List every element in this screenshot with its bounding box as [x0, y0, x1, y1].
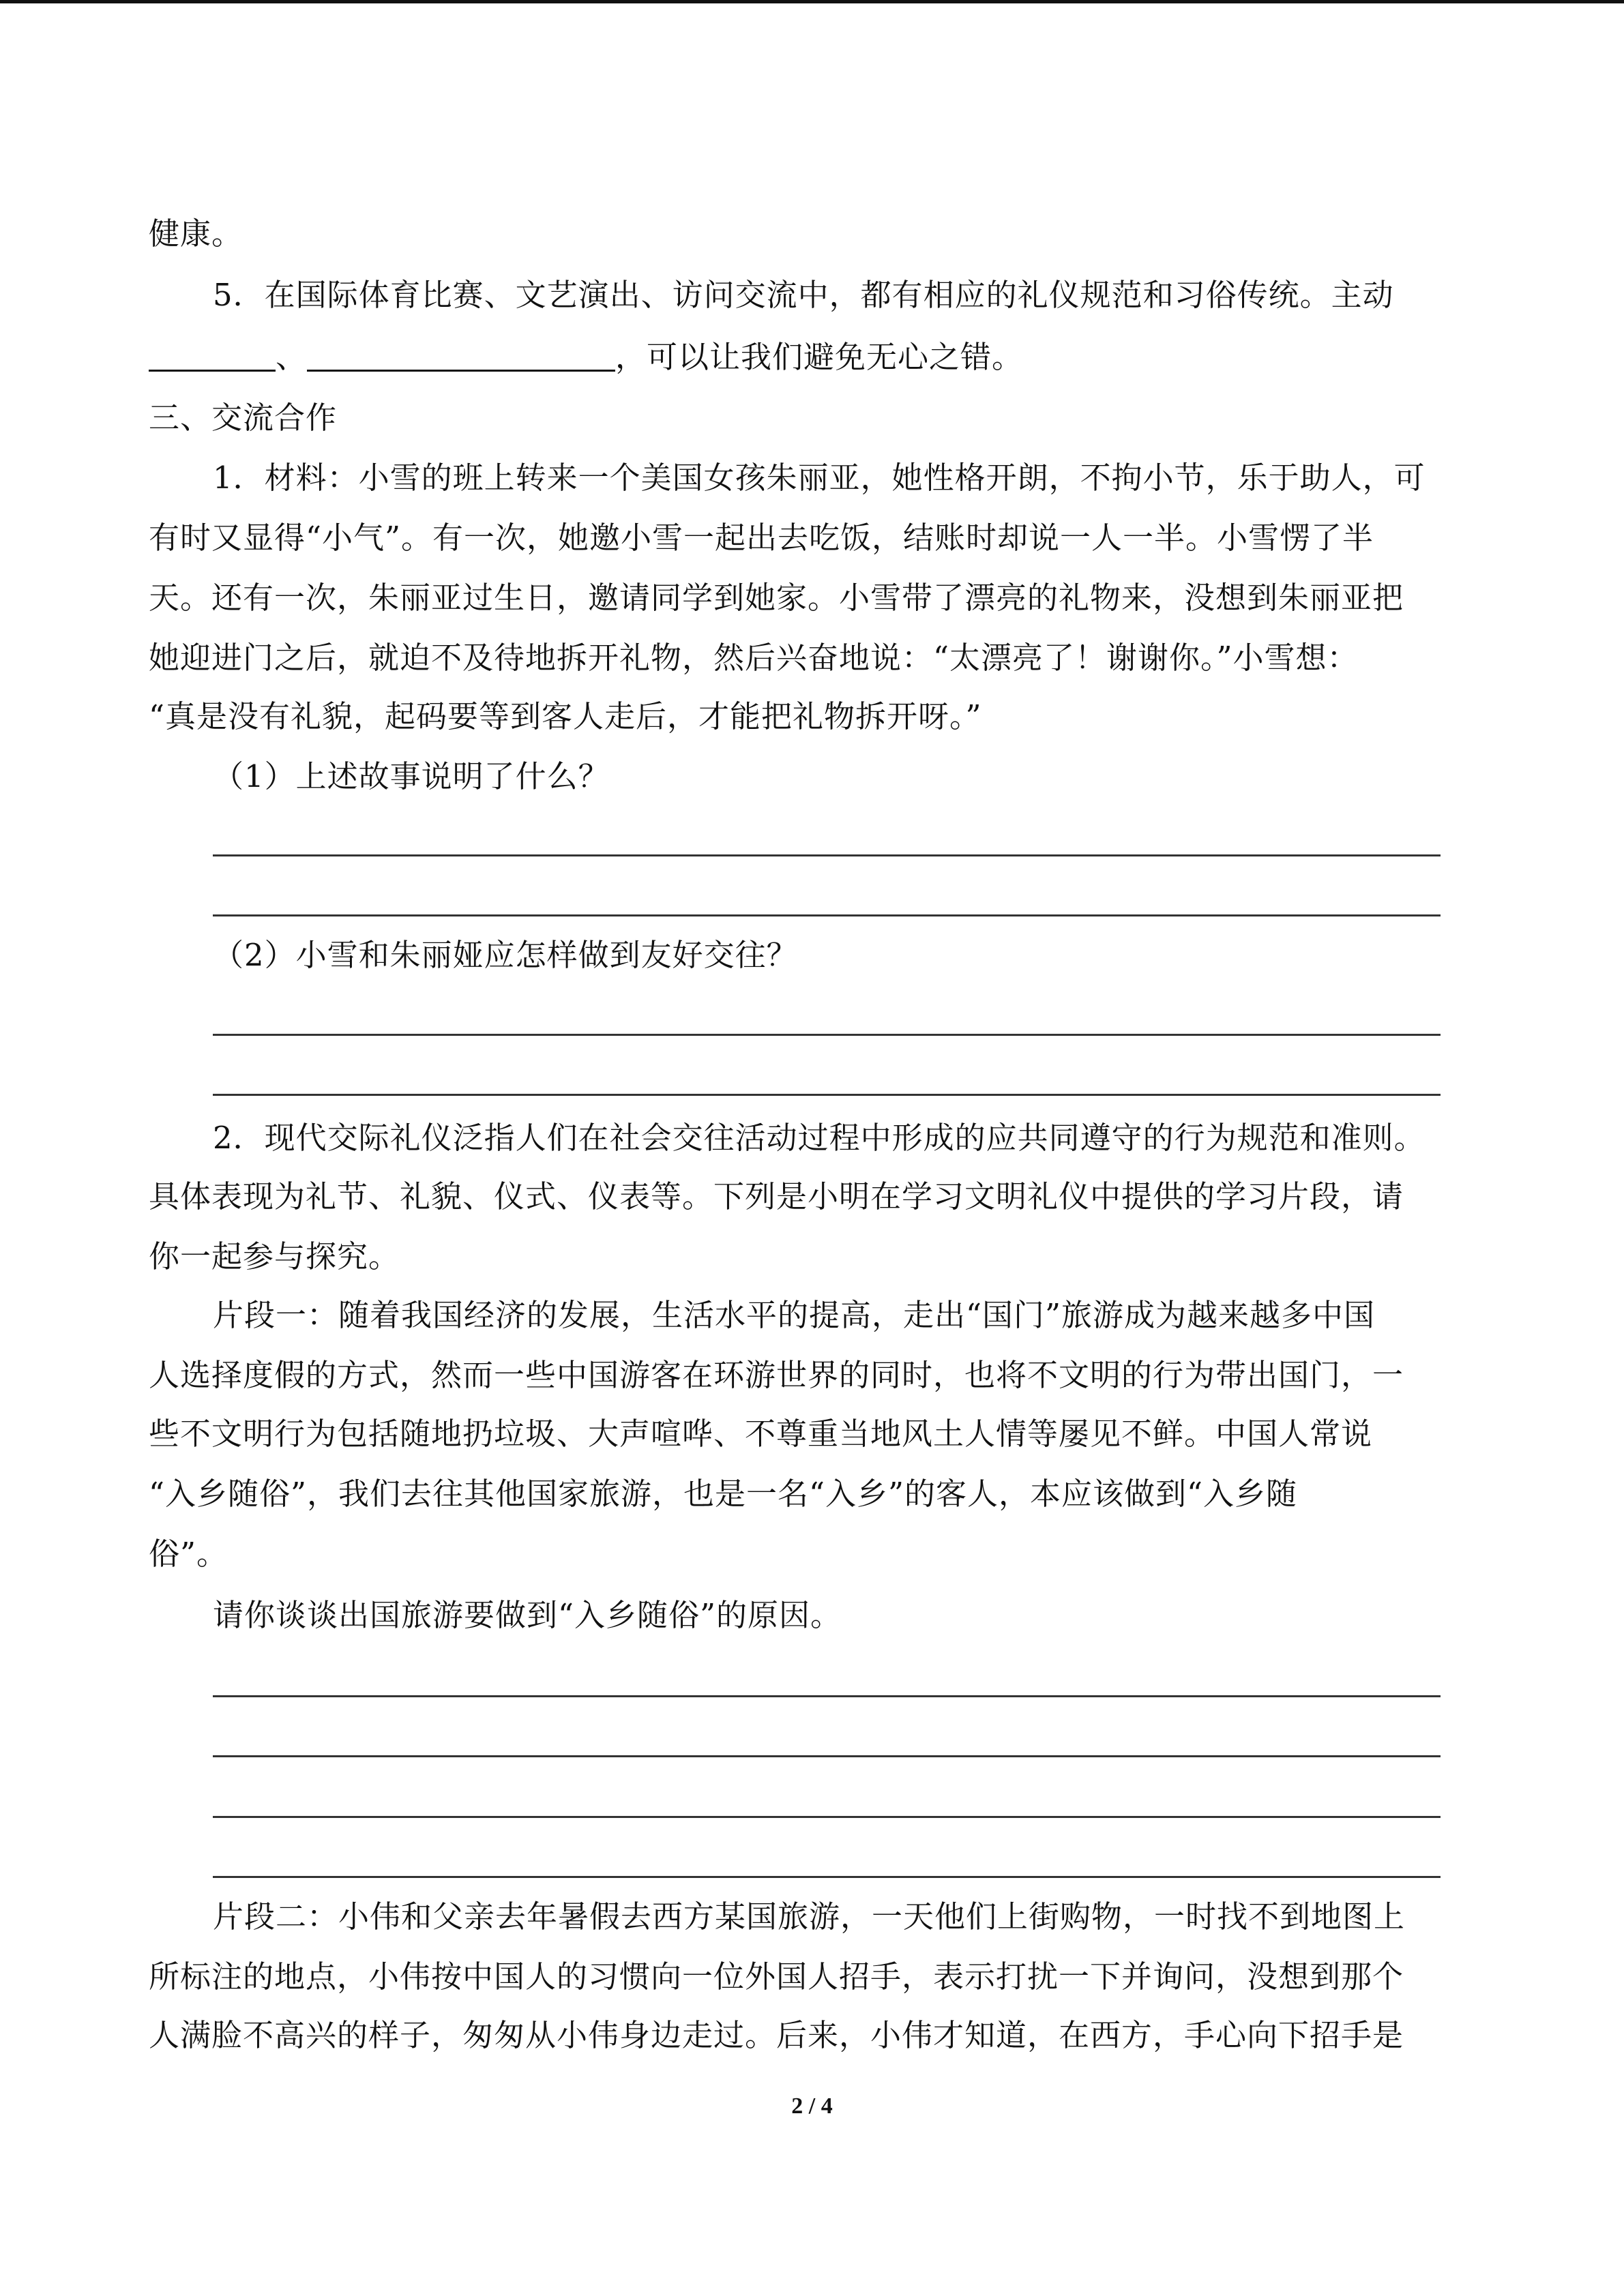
answer-line[interactable]	[213, 1094, 1441, 1096]
question-2-text: 2．现代交际礼仪泛指人们在社会交往活动过程中形成的应共同遵守的行为规范和准则。	[213, 1120, 1426, 1156]
sub-question-2: （2）小雪和朱丽娅应怎样做到友好交往？	[213, 937, 798, 973]
question-5-blanks-line	[149, 337, 1475, 377]
blank-separator: 、	[276, 339, 308, 375]
segment-2-text: 所标注的地点，小伟按中国人的习惯向一位外国人招手，表示打扰一下并询问，没想到那个	[149, 1958, 1404, 1995]
material-text-line: 有时又显得“小气”。有一次，她邀小雪一起出去吃饭，结账时却说一人一半。小雪愣了半	[149, 520, 1374, 556]
answer-blank-2[interactable]	[307, 337, 615, 372]
answer-line[interactable]	[213, 1695, 1441, 1697]
segment-1-text: “入乡随俗”，我们去往其他国家旅游，也是一名“入乡”的客人，本应该做到“入乡随	[149, 1476, 1298, 1512]
answer-blank-1[interactable]	[149, 337, 276, 372]
material-text-line: 天。还有一次，朱丽亚过生日，邀请同学到她家。小雪带了漂亮的礼物来，没想到朱丽亚把	[149, 580, 1404, 616]
text-line: 健康。	[149, 215, 243, 252]
answer-line[interactable]	[213, 1876, 1441, 1878]
answer-line[interactable]	[213, 854, 1441, 856]
answer-line[interactable]	[213, 914, 1441, 916]
page-number: 2 / 4	[791, 2093, 833, 2119]
sub-question-1: （1）上述故事说明了什么？	[213, 758, 610, 794]
material-text-line: “真是没有礼貌，起码要等到客人走后，才能把礼物拆开呀。”	[149, 698, 982, 734]
segment-1-text: 片段一：随着我国经济的发展，生活水平的提高，走出“国门”旅游成为越来越多中国	[213, 1297, 1376, 1333]
segment-2-text: 片段二：小伟和父亲去年暑假去西方某国旅游，一天他们上街购物，一时找不到地图上	[213, 1898, 1406, 1935]
segment-1-text: 俗”。	[149, 1536, 228, 1572]
segment-1-text: 人选择度假的方式，然而一些中国游客在环游世界的同时，也将不文明的行为带出国门，一	[149, 1357, 1404, 1393]
question-2-text: 你一起参与探究。	[149, 1238, 400, 1274]
question-2-text: 具体表现为礼节、礼貌、仪式、仪表等。下列是小明在学习文明礼仪中提供的学习片段，请	[149, 1178, 1404, 1214]
segment-1-text: 些不文明行为包括随地扔垃圾、大声喧哗、不尊重当地风土人情等屡见不鲜。中国人常说	[149, 1416, 1373, 1452]
segment-2-text: 人满脸不高兴的样子，匆匆从小伟身边走过。后来，小伟才知道，在西方，手心向下招手是	[149, 2017, 1404, 2053]
segment-1-question: 请你谈谈出国旅游要做到“入乡随俗”的原因。	[213, 1597, 842, 1633]
answer-line[interactable]	[213, 1816, 1441, 1818]
answer-line[interactable]	[213, 1034, 1441, 1036]
question-5-text: 5．在国际体育比赛、文艺演出、访问交流中，都有相应的礼仪规范和习俗传统。主动	[213, 277, 1394, 313]
material-text-line: 她迎进门之后，就迫不及待地拆开礼物，然后兴奋地说：“太漂亮了！谢谢你。”小雪想：	[149, 640, 1359, 676]
section-heading: 三、交流合作	[149, 400, 338, 436]
question-5-tail: ，可以让我们避免无心之错。	[615, 339, 1024, 375]
answer-line[interactable]	[213, 1755, 1441, 1757]
material-text-line: 1．材料：小雪的班上转来一个美国女孩朱丽亚，她性格开朗，不拘小节，乐于助人，可	[213, 460, 1426, 496]
